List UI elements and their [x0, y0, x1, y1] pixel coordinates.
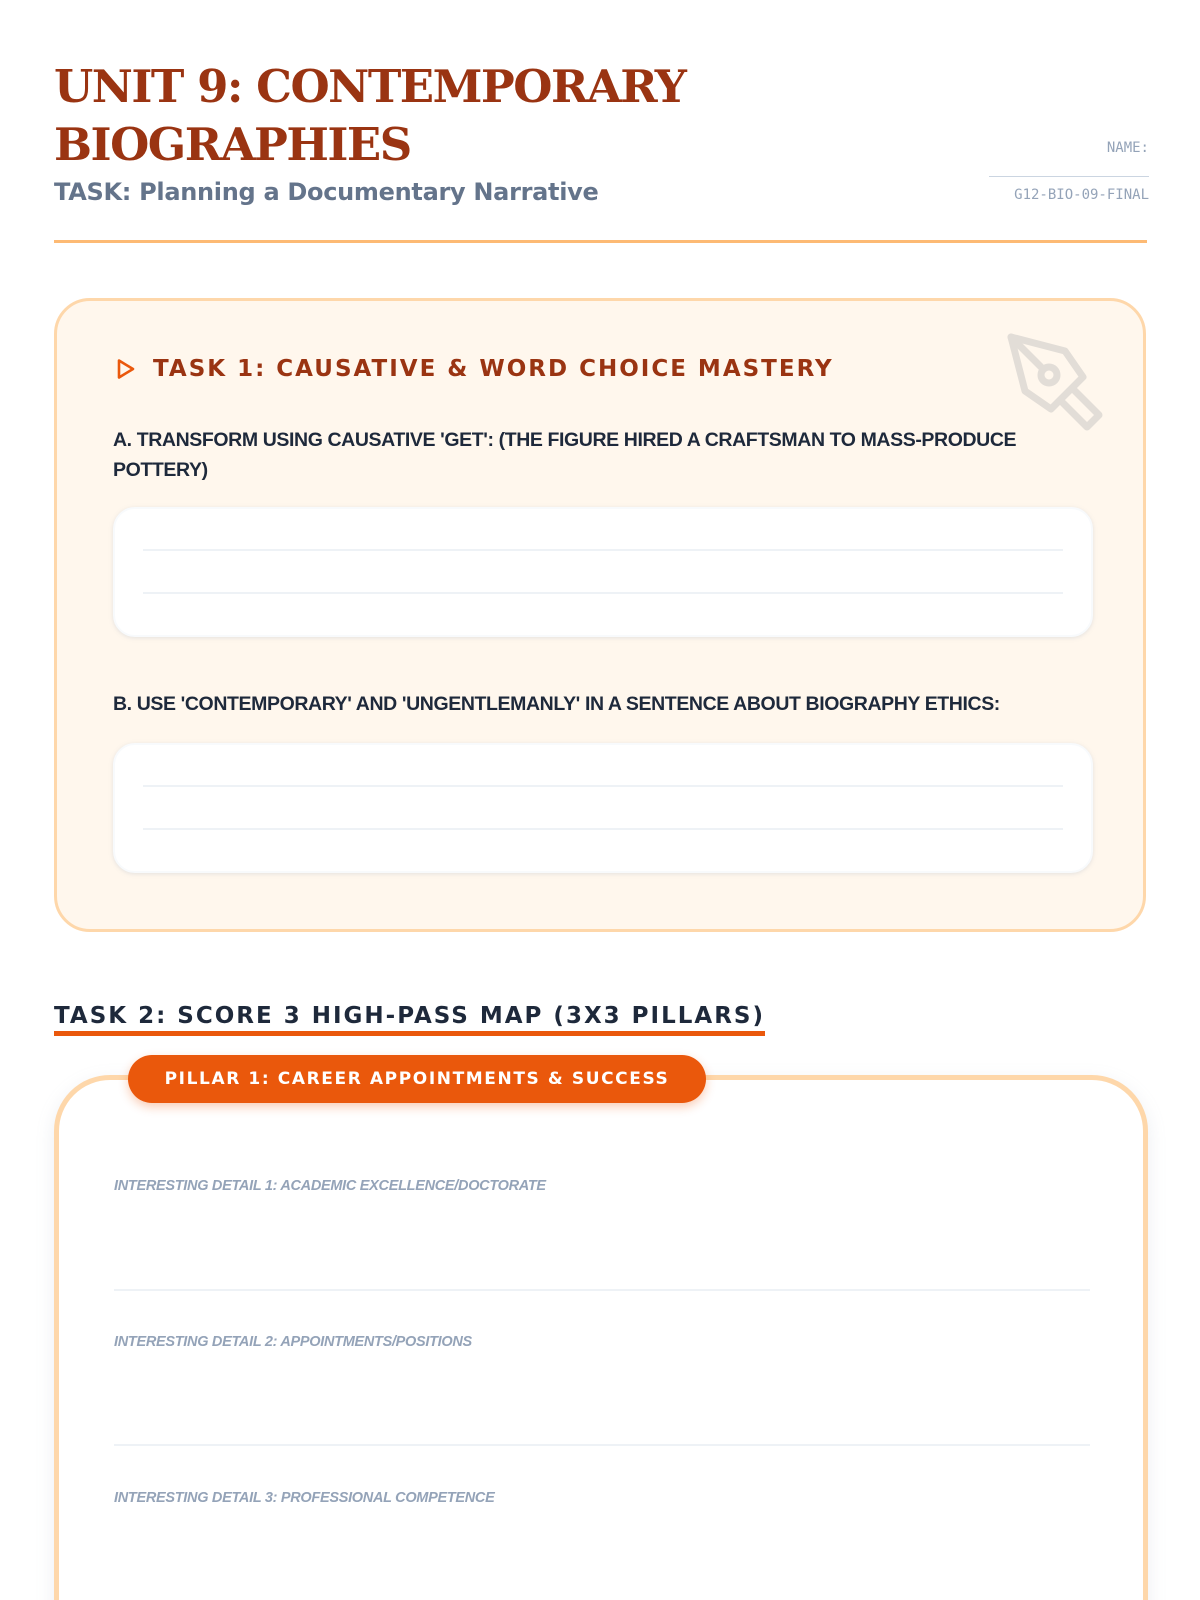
detail-label-3: INTERESTING DETAIL 3: PROFESSIONAL COMPETENCE: [114, 1490, 495, 1506]
student-meta: [989, 140, 1149, 203]
detail-answer-line-1[interactable]: [114, 1289, 1090, 1291]
question-a: A. TRANSFORM USING CAUSATIVE 'GET': (THE FIGURE HIRED A CRAFTSMAN TO MASS-PRODUCE POTTERY): [113, 429, 1017, 481]
task2-title: TASK 2: SCORE 3 HIGH-PASS MAP (3X3 PILLARS): [54, 1003, 765, 1036]
pillar-badge: PILLAR 1: CAREER APPOINTMENTS & SUCCESS: [128, 1055, 706, 1103]
answer-line: [143, 785, 1063, 787]
question-b: B. USE 'CONTEMPORARY' AND 'UNGENTLEMANLY' IN A SENTENCE ABOUT BIOGRAPHY ETHICS:: [113, 693, 1000, 715]
detail-label-2: INTERESTING DETAIL 2: APPOINTMENTS/POSITIONS: [114, 1334, 472, 1350]
task1-title: TASK 1: CAUSATIVE & WORD CHOICE MASTERY: [153, 356, 834, 382]
answer-line: [143, 549, 1063, 551]
task1-heading: [113, 356, 834, 382]
answer-box-b[interactable]: [113, 743, 1093, 873]
pen-nib-icon: [1003, 329, 1113, 439]
detail-label-1: INTERESTING DETAIL 1: ACADEMIC EXCELLENCE/DOCTORATE: [114, 1178, 546, 1194]
answer-box-a[interactable]: [113, 507, 1093, 637]
name-field[interactable]: NAME:: [989, 140, 1149, 177]
task-subtitle: TASK: Planning a Documentary Narrative: [54, 178, 599, 206]
worksheet-code: G12-BIO-09-FINAL: [1014, 187, 1149, 203]
answer-line: [143, 828, 1063, 830]
unit-title: UNIT 9: CONTEMPORARY BIOGRAPHIES: [54, 60, 686, 171]
play-icon: [113, 357, 137, 381]
task1-panel: [54, 298, 1146, 932]
answer-line: [143, 592, 1063, 594]
detail-answer-line-2[interactable]: [114, 1444, 1090, 1446]
worksheet-header: [54, 58, 1149, 206]
header-divider: [54, 240, 1147, 243]
